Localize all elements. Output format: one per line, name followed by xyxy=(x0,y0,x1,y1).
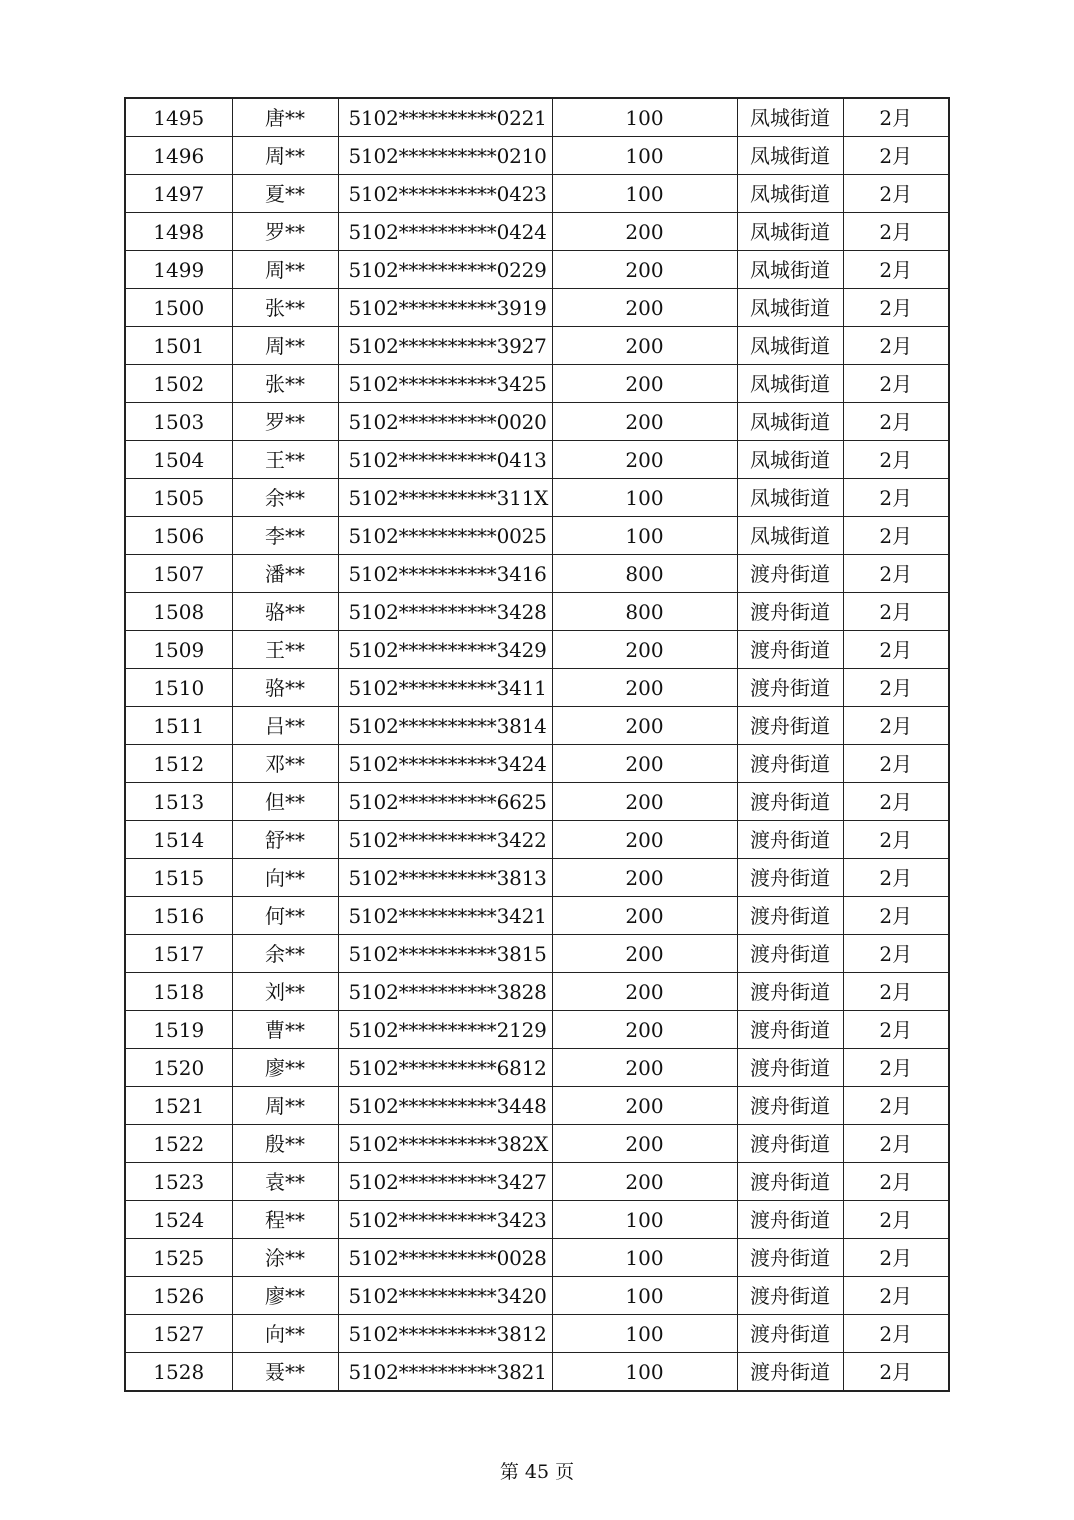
table-row xyxy=(125,327,949,365)
amount-cell: 200 xyxy=(552,783,737,821)
table-row xyxy=(125,213,949,251)
roster-body xyxy=(125,98,949,1391)
amount-cell: 800 xyxy=(552,593,737,631)
amount-cell: 200 xyxy=(552,897,737,935)
id-number-cell: 5102**********3422 xyxy=(338,821,552,859)
table-row xyxy=(125,555,949,593)
street-cell: 凤城街道 xyxy=(737,365,843,403)
name-cell: 何** xyxy=(232,897,338,935)
street-cell: 渡舟街道 xyxy=(737,1277,843,1315)
month-cell: 2月 xyxy=(843,1315,949,1353)
name-cell: 骆** xyxy=(232,669,338,707)
id-number-cell: 5102**********6625 xyxy=(338,783,552,821)
table-row xyxy=(125,821,949,859)
month-cell: 2月 xyxy=(843,441,949,479)
name-cell: 聂** xyxy=(232,1353,338,1392)
street-cell: 凤城街道 xyxy=(737,441,843,479)
id-number-cell: 5102**********3411 xyxy=(338,669,552,707)
table-row xyxy=(125,175,949,213)
street-cell: 渡舟街道 xyxy=(737,1239,843,1277)
month-cell: 2月 xyxy=(843,1201,949,1239)
name-cell: 邓** xyxy=(232,745,338,783)
table-row xyxy=(125,707,949,745)
street-cell: 渡舟街道 xyxy=(737,745,843,783)
id-number-cell: 5102**********3828 xyxy=(338,973,552,1011)
row-number-cell: 1497 xyxy=(125,175,232,213)
street-cell: 凤城街道 xyxy=(737,479,843,517)
name-cell: 廖** xyxy=(232,1049,338,1087)
id-number-cell: 5102**********3421 xyxy=(338,897,552,935)
table-row xyxy=(125,98,949,137)
id-number-cell: 5102**********0424 xyxy=(338,213,552,251)
id-number-cell: 5102**********0025 xyxy=(338,517,552,555)
table-row xyxy=(125,1011,949,1049)
amount-cell: 200 xyxy=(552,707,737,745)
amount-cell: 200 xyxy=(552,1011,737,1049)
amount-cell: 200 xyxy=(552,327,737,365)
row-number-cell: 1498 xyxy=(125,213,232,251)
street-cell: 渡舟街道 xyxy=(737,783,843,821)
table-row xyxy=(125,1125,949,1163)
page-number: 第 45 页 xyxy=(499,1461,575,1483)
month-cell: 2月 xyxy=(843,251,949,289)
row-number-cell: 1528 xyxy=(125,1353,232,1392)
row-number-cell: 1508 xyxy=(125,593,232,631)
street-cell: 渡舟街道 xyxy=(737,1125,843,1163)
street-cell: 凤城街道 xyxy=(737,289,843,327)
row-number-cell: 1507 xyxy=(125,555,232,593)
month-cell: 2月 xyxy=(843,1163,949,1201)
month-cell: 2月 xyxy=(843,1277,949,1315)
table-row xyxy=(125,251,949,289)
amount-cell: 100 xyxy=(552,1277,737,1315)
row-number-cell: 1526 xyxy=(125,1277,232,1315)
amount-cell: 200 xyxy=(552,213,737,251)
street-cell: 渡舟街道 xyxy=(737,1011,843,1049)
name-cell: 但** xyxy=(232,783,338,821)
name-cell: 骆** xyxy=(232,593,338,631)
month-cell: 2月 xyxy=(843,365,949,403)
table-row xyxy=(125,631,949,669)
amount-cell: 200 xyxy=(552,669,737,707)
id-number-cell: 5102**********0229 xyxy=(338,251,552,289)
id-number-cell: 5102**********3420 xyxy=(338,1277,552,1315)
street-cell: 渡舟街道 xyxy=(737,897,843,935)
id-number-cell: 5102**********0210 xyxy=(338,137,552,175)
table-row xyxy=(125,783,949,821)
amount-cell: 100 xyxy=(552,479,737,517)
amount-cell: 200 xyxy=(552,365,737,403)
street-cell: 渡舟街道 xyxy=(737,707,843,745)
amount-cell: 200 xyxy=(552,1163,737,1201)
table-row xyxy=(125,1163,949,1201)
table-row xyxy=(125,593,949,631)
month-cell: 2月 xyxy=(843,517,949,555)
table-row xyxy=(125,137,949,175)
amount-cell: 100 xyxy=(552,1353,737,1392)
id-number-cell: 5102**********3815 xyxy=(338,935,552,973)
month-cell: 2月 xyxy=(843,1049,949,1087)
id-number-cell: 5102**********0028 xyxy=(338,1239,552,1277)
table-row xyxy=(125,1201,949,1239)
street-cell: 凤城街道 xyxy=(737,251,843,289)
name-cell: 罗** xyxy=(232,213,338,251)
street-cell: 凤城街道 xyxy=(737,403,843,441)
street-cell: 渡舟街道 xyxy=(737,669,843,707)
row-number-cell: 1506 xyxy=(125,517,232,555)
amount-cell: 200 xyxy=(552,1049,737,1087)
street-cell: 渡舟街道 xyxy=(737,1353,843,1392)
month-cell: 2月 xyxy=(843,745,949,783)
street-cell: 渡舟街道 xyxy=(737,1201,843,1239)
month-cell: 2月 xyxy=(843,1353,949,1392)
name-cell: 王** xyxy=(232,441,338,479)
name-cell: 向** xyxy=(232,859,338,897)
name-cell: 向** xyxy=(232,1315,338,1353)
amount-cell: 100 xyxy=(552,1315,737,1353)
name-cell: 罗** xyxy=(232,403,338,441)
row-number-cell: 1521 xyxy=(125,1087,232,1125)
id-number-cell: 5102**********0020 xyxy=(338,403,552,441)
id-number-cell: 5102**********0221 xyxy=(338,98,552,137)
row-number-cell: 1495 xyxy=(125,98,232,137)
id-number-cell: 5102**********3427 xyxy=(338,1163,552,1201)
table-row xyxy=(125,441,949,479)
row-number-cell: 1525 xyxy=(125,1239,232,1277)
amount-cell: 200 xyxy=(552,1087,737,1125)
name-cell: 张** xyxy=(232,289,338,327)
table-row xyxy=(125,1087,949,1125)
name-cell: 殷** xyxy=(232,1125,338,1163)
row-number-cell: 1496 xyxy=(125,137,232,175)
row-number-cell: 1509 xyxy=(125,631,232,669)
table-row xyxy=(125,897,949,935)
amount-cell: 200 xyxy=(552,441,737,479)
name-cell: 曹** xyxy=(232,1011,338,1049)
id-number-cell: 5102**********3821 xyxy=(338,1353,552,1392)
row-number-cell: 1520 xyxy=(125,1049,232,1087)
row-number-cell: 1503 xyxy=(125,403,232,441)
row-number-cell: 1499 xyxy=(125,251,232,289)
table-row xyxy=(125,859,949,897)
amount-cell: 200 xyxy=(552,251,737,289)
month-cell: 2月 xyxy=(843,98,949,137)
month-cell: 2月 xyxy=(843,859,949,897)
name-cell: 夏** xyxy=(232,175,338,213)
street-cell: 渡舟街道 xyxy=(737,1087,843,1125)
name-cell: 吕** xyxy=(232,707,338,745)
month-cell: 2月 xyxy=(843,1011,949,1049)
name-cell: 程** xyxy=(232,1201,338,1239)
table-row xyxy=(125,745,949,783)
table-row xyxy=(125,403,949,441)
name-cell: 涂** xyxy=(232,1239,338,1277)
table-row xyxy=(125,935,949,973)
roster-table xyxy=(124,97,950,1392)
table-row xyxy=(125,1315,949,1353)
street-cell: 渡舟街道 xyxy=(737,973,843,1011)
row-number-cell: 1502 xyxy=(125,365,232,403)
row-number-cell: 1522 xyxy=(125,1125,232,1163)
id-number-cell: 5102**********3927 xyxy=(338,327,552,365)
month-cell: 2月 xyxy=(843,555,949,593)
id-number-cell: 5102**********6812 xyxy=(338,1049,552,1087)
row-number-cell: 1518 xyxy=(125,973,232,1011)
month-cell: 2月 xyxy=(843,289,949,327)
month-cell: 2月 xyxy=(843,707,949,745)
street-cell: 渡舟街道 xyxy=(737,935,843,973)
street-cell: 渡舟街道 xyxy=(737,859,843,897)
row-number-cell: 1524 xyxy=(125,1201,232,1239)
amount-cell: 200 xyxy=(552,631,737,669)
table-row xyxy=(125,289,949,327)
name-cell: 舒** xyxy=(232,821,338,859)
row-number-cell: 1501 xyxy=(125,327,232,365)
month-cell: 2月 xyxy=(843,897,949,935)
id-number-cell: 5102**********0423 xyxy=(338,175,552,213)
month-cell: 2月 xyxy=(843,631,949,669)
id-number-cell: 5102**********3416 xyxy=(338,555,552,593)
id-number-cell: 5102**********382X xyxy=(338,1125,552,1163)
id-number-cell: 5102**********3428 xyxy=(338,593,552,631)
row-number-cell: 1505 xyxy=(125,479,232,517)
month-cell: 2月 xyxy=(843,479,949,517)
row-number-cell: 1512 xyxy=(125,745,232,783)
row-number-cell: 1504 xyxy=(125,441,232,479)
name-cell: 周** xyxy=(232,137,338,175)
row-number-cell: 1527 xyxy=(125,1315,232,1353)
id-number-cell: 5102**********3814 xyxy=(338,707,552,745)
amount-cell: 200 xyxy=(552,859,737,897)
name-cell: 潘** xyxy=(232,555,338,593)
name-cell: 余** xyxy=(232,935,338,973)
street-cell: 渡舟街道 xyxy=(737,555,843,593)
month-cell: 2月 xyxy=(843,935,949,973)
month-cell: 2月 xyxy=(843,783,949,821)
name-cell: 廖** xyxy=(232,1277,338,1315)
street-cell: 凤城街道 xyxy=(737,175,843,213)
amount-cell: 100 xyxy=(552,1239,737,1277)
month-cell: 2月 xyxy=(843,175,949,213)
row-number-cell: 1513 xyxy=(125,783,232,821)
name-cell: 张** xyxy=(232,365,338,403)
id-number-cell: 5102**********3813 xyxy=(338,859,552,897)
amount-cell: 200 xyxy=(552,289,737,327)
street-cell: 凤城街道 xyxy=(737,98,843,137)
name-cell: 周** xyxy=(232,251,338,289)
row-number-cell: 1517 xyxy=(125,935,232,973)
month-cell: 2月 xyxy=(843,1125,949,1163)
row-number-cell: 1514 xyxy=(125,821,232,859)
month-cell: 2月 xyxy=(843,1239,949,1277)
month-cell: 2月 xyxy=(843,821,949,859)
name-cell: 周** xyxy=(232,327,338,365)
name-cell: 李** xyxy=(232,517,338,555)
row-number-cell: 1523 xyxy=(125,1163,232,1201)
amount-cell: 100 xyxy=(552,98,737,137)
street-cell: 渡舟街道 xyxy=(737,631,843,669)
row-number-cell: 1519 xyxy=(125,1011,232,1049)
row-number-cell: 1516 xyxy=(125,897,232,935)
table-row xyxy=(125,1353,949,1392)
amount-cell: 100 xyxy=(552,517,737,555)
street-cell: 渡舟街道 xyxy=(737,1049,843,1087)
amount-cell: 200 xyxy=(552,973,737,1011)
month-cell: 2月 xyxy=(843,403,949,441)
street-cell: 凤城街道 xyxy=(737,213,843,251)
id-number-cell: 5102**********2129 xyxy=(338,1011,552,1049)
amount-cell: 200 xyxy=(552,403,737,441)
street-cell: 渡舟街道 xyxy=(737,593,843,631)
id-number-cell: 5102**********3429 xyxy=(338,631,552,669)
amount-cell: 100 xyxy=(552,175,737,213)
table-row xyxy=(125,479,949,517)
table-row xyxy=(125,973,949,1011)
id-number-cell: 5102**********3919 xyxy=(338,289,552,327)
row-number-cell: 1500 xyxy=(125,289,232,327)
id-number-cell: 5102**********3424 xyxy=(338,745,552,783)
table-row xyxy=(125,1239,949,1277)
name-cell: 周** xyxy=(232,1087,338,1125)
name-cell: 余** xyxy=(232,479,338,517)
id-number-cell: 5102**********3425 xyxy=(338,365,552,403)
table-row xyxy=(125,1049,949,1087)
month-cell: 2月 xyxy=(843,593,949,631)
name-cell: 袁** xyxy=(232,1163,338,1201)
id-number-cell: 5102**********3448 xyxy=(338,1087,552,1125)
id-number-cell: 5102**********3812 xyxy=(338,1315,552,1353)
amount-cell: 100 xyxy=(552,1201,737,1239)
table-row xyxy=(125,669,949,707)
row-number-cell: 1515 xyxy=(125,859,232,897)
month-cell: 2月 xyxy=(843,973,949,1011)
amount-cell: 200 xyxy=(552,935,737,973)
table-row xyxy=(125,1277,949,1315)
street-cell: 渡舟街道 xyxy=(737,1163,843,1201)
row-number-cell: 1511 xyxy=(125,707,232,745)
street-cell: 渡舟街道 xyxy=(737,1315,843,1353)
table-row xyxy=(125,517,949,555)
street-cell: 渡舟街道 xyxy=(737,821,843,859)
amount-cell: 100 xyxy=(552,137,737,175)
name-cell: 刘** xyxy=(232,973,338,1011)
street-cell: 凤城街道 xyxy=(737,137,843,175)
month-cell: 2月 xyxy=(843,669,949,707)
amount-cell: 200 xyxy=(552,1125,737,1163)
street-cell: 凤城街道 xyxy=(737,517,843,555)
amount-cell: 200 xyxy=(552,821,737,859)
table-row xyxy=(125,365,949,403)
month-cell: 2月 xyxy=(843,327,949,365)
name-cell: 王** xyxy=(232,631,338,669)
month-cell: 2月 xyxy=(843,1087,949,1125)
id-number-cell: 5102**********3423 xyxy=(338,1201,552,1239)
id-number-cell: 5102**********0413 xyxy=(338,441,552,479)
street-cell: 凤城街道 xyxy=(737,327,843,365)
id-number-cell: 5102**********311X xyxy=(338,479,552,517)
row-number-cell: 1510 xyxy=(125,669,232,707)
name-cell: 唐** xyxy=(232,98,338,137)
month-cell: 2月 xyxy=(843,213,949,251)
amount-cell: 200 xyxy=(552,745,737,783)
amount-cell: 800 xyxy=(552,555,737,593)
month-cell: 2月 xyxy=(843,137,949,175)
